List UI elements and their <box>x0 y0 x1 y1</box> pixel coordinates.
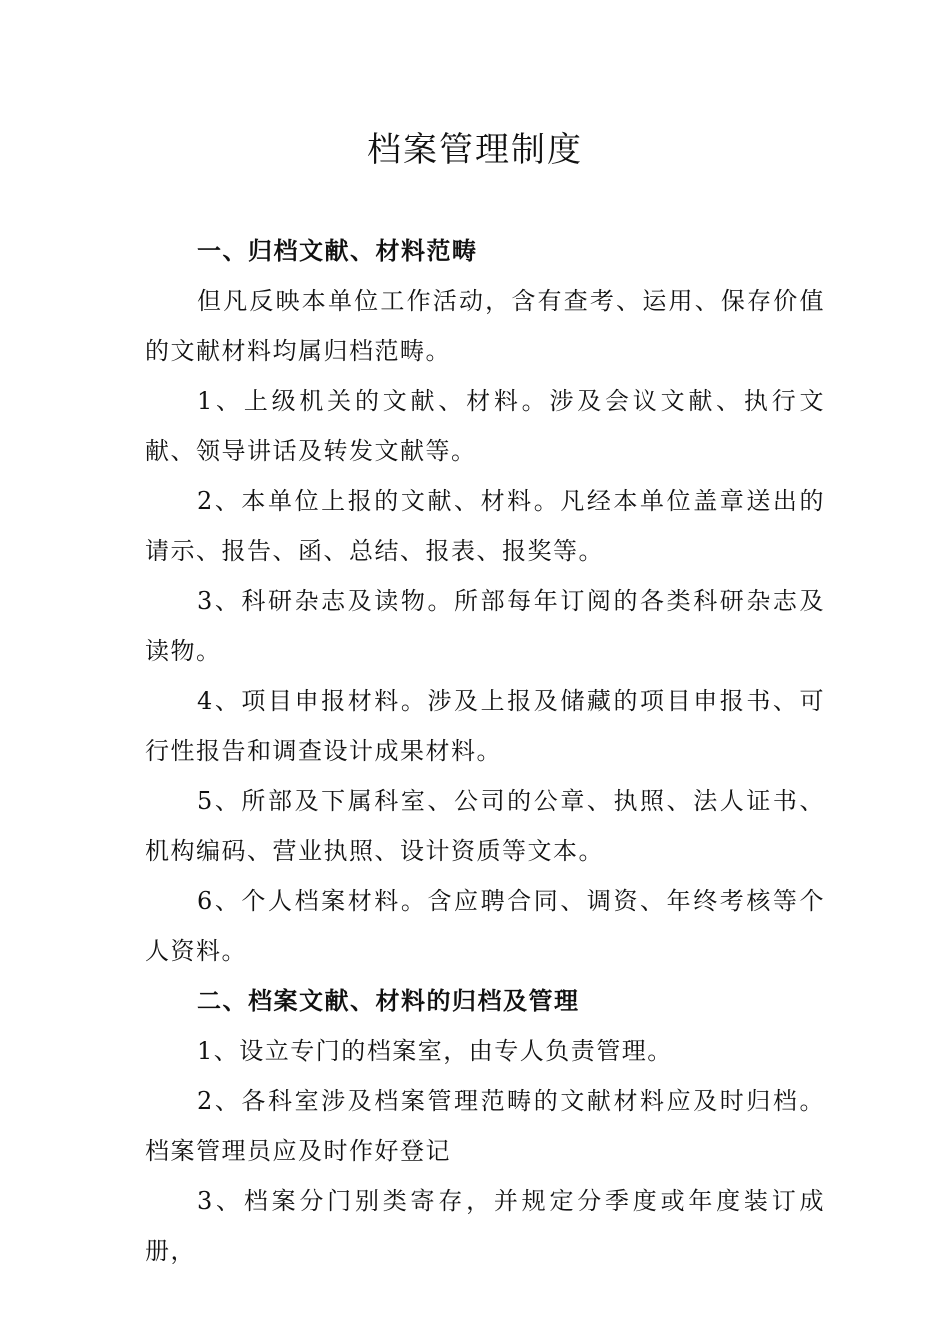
section-2-item-2: 2、各科室涉及档案管理范畴的文献材料应及时归档。档案管理员应及时作好登记 <box>145 1087 825 1165</box>
section-1-item-6: 6、个人档案材料。含应聘合同、调资、年终考核等个人资料。 <box>145 887 825 965</box>
document-body <box>145 226 825 1276</box>
section-1-item-5: 5、所部及下属科室、公司的公章、执照、法人证书、机构编码、营业执照、设计资质等文本。 <box>145 787 825 865</box>
section-1-item-2: 2、本单位上报的文献、材料。凡经本单位盖章送出的请示、报告、函、总结、报表、报奖等。 <box>145 487 825 565</box>
section-1-intro: 但凡反映本单位工作活动，含有查考、运用、保存价值的文献材料均属归档范畴。 <box>145 287 825 365</box>
section-2-heading: 二、档案文献、材料的归档及管理 <box>197 987 580 1015</box>
document-title: 档案管理制度 <box>367 130 583 170</box>
section-1-item-4: 4、项目申报材料。涉及上报及储藏的项目申报书、可行性报告和调查设计成果材料。 <box>145 687 825 765</box>
section-2-item-1: 1、设立专门的档案室，由专人负责管理。 <box>197 1037 673 1065</box>
section-1-item-1: 1、上级机关的文献、材料。涉及会议文献、执行文献、领导讲话及转发文献等。 <box>145 387 825 465</box>
section-2-item-3: 3、档案分门别类寄存，并规定分季度或年度装订成册， <box>145 1187 825 1265</box>
section-1-item-3: 3、科研杂志及读物。所部每年订阅的各类科研杂志及读物。 <box>145 587 825 665</box>
section-1-heading: 一、归档文献、材料范畴 <box>197 237 478 265</box>
